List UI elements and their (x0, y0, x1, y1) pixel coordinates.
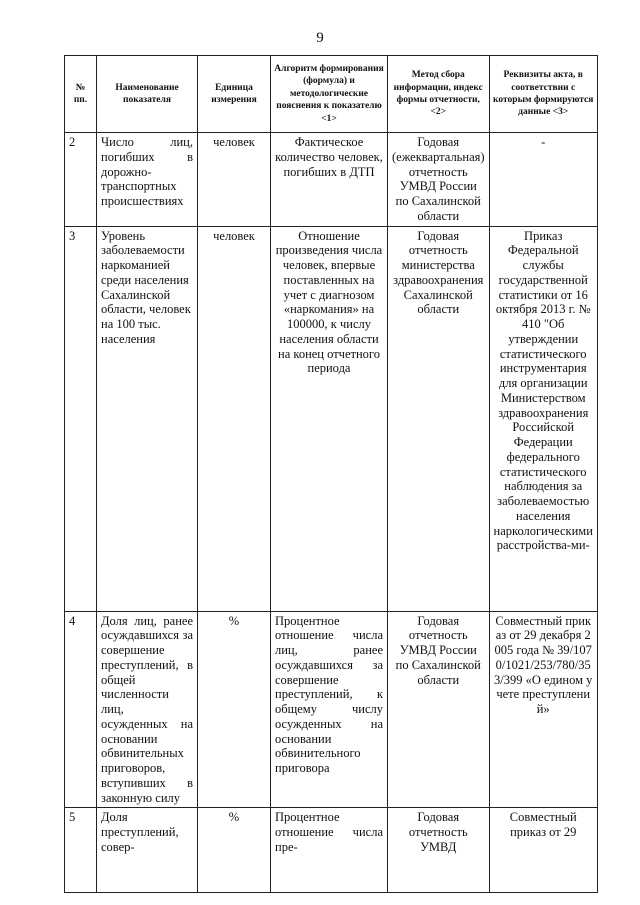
method-cell: Годовая (ежеквартальная) отчетность УМВД России по Сахалинской области (388, 133, 490, 227)
indicator-name: Доля лиц, ранее осуждавшихся за совершение преступлений, в общей численности лиц, осужденных на основании обвинительных приговоров, вступивших в законную силу (97, 611, 198, 808)
requisites-cell: - (489, 133, 597, 227)
unit-cell: человек (198, 133, 271, 227)
row-number: 3 (65, 226, 97, 611)
algorithm-cell: Процентное отношение числа пре- (271, 808, 388, 893)
row-number: 2 (65, 133, 97, 227)
requisites-cell: Совместный приказ от 29 декабря 2005 года № 39/1070/1021/253/780/353/399 «О едином учете преступлений» (489, 611, 597, 808)
algorithm-cell: Фактическое количество человек, погибших в ДТП (271, 133, 388, 227)
indicator-name: Доля преступлений, совер- (97, 808, 198, 893)
header-requisites: Реквизиты акта, в соответствии с которым формируются данные <3> (489, 56, 597, 133)
algorithm-cell: Отношение произведения числа человек, впервые поставленных на учет с диагнозом «наркомания» на 100000, к числу населения области на конец отчетного периода (271, 226, 388, 611)
table-row (65, 133, 598, 227)
header-algorithm: Алгоритм формирования (формула) и методологические пояснения к показателю <1> (271, 56, 388, 133)
table-row (65, 226, 598, 611)
row-number: 5 (65, 808, 97, 893)
unit-cell: % (198, 611, 271, 808)
unit-cell: % (198, 808, 271, 893)
algorithm-cell: Процентное отношение числа лиц, ранее осуждавшихся за совершение преступлений, к общему числу осужденных на основании обвинительного приговора (271, 611, 388, 808)
unit-cell: человек (198, 226, 271, 611)
indicator-name: Уровень заболеваемости наркоманией среди населения Сахалинской области, человек на 100 тыс. населения (97, 226, 198, 611)
header-num: № пп. (65, 56, 97, 133)
table-row (65, 611, 598, 808)
table-header-row (65, 56, 598, 133)
header-method: Метод сбора информации, индекс формы отчетности, <2> (388, 56, 490, 133)
header-unit: Единица измерения (198, 56, 271, 133)
header-name: Наименование показателя (97, 56, 198, 133)
method-cell: Годовая отчетность УМВД России по Сахалинской области (388, 611, 490, 808)
method-cell: Годовая отчетность министерства здравоохранения Сахалинской области (388, 226, 490, 611)
requisites-cell: Приказ Федеральной службы государственной статистики от 16 октября 2013 г. № 410 "Об утверждении статистического инструментария для организации Министерством здравоохранения Российской Федерации федерального статистического наблюдения за заболеваемостью населения наркологическими расстройства-ми- (489, 226, 597, 611)
page-number: 9 (316, 30, 324, 46)
table-row (65, 808, 598, 893)
method-cell: Годовая отчетность УМВД (388, 808, 490, 893)
requisites-cell: Совместный приказ от 29 (489, 808, 597, 893)
row-number: 4 (65, 611, 97, 808)
indicator-name: Число лиц, погибших в дорожно-транспортных происшествиях (97, 133, 198, 227)
indicators-table (64, 55, 598, 893)
